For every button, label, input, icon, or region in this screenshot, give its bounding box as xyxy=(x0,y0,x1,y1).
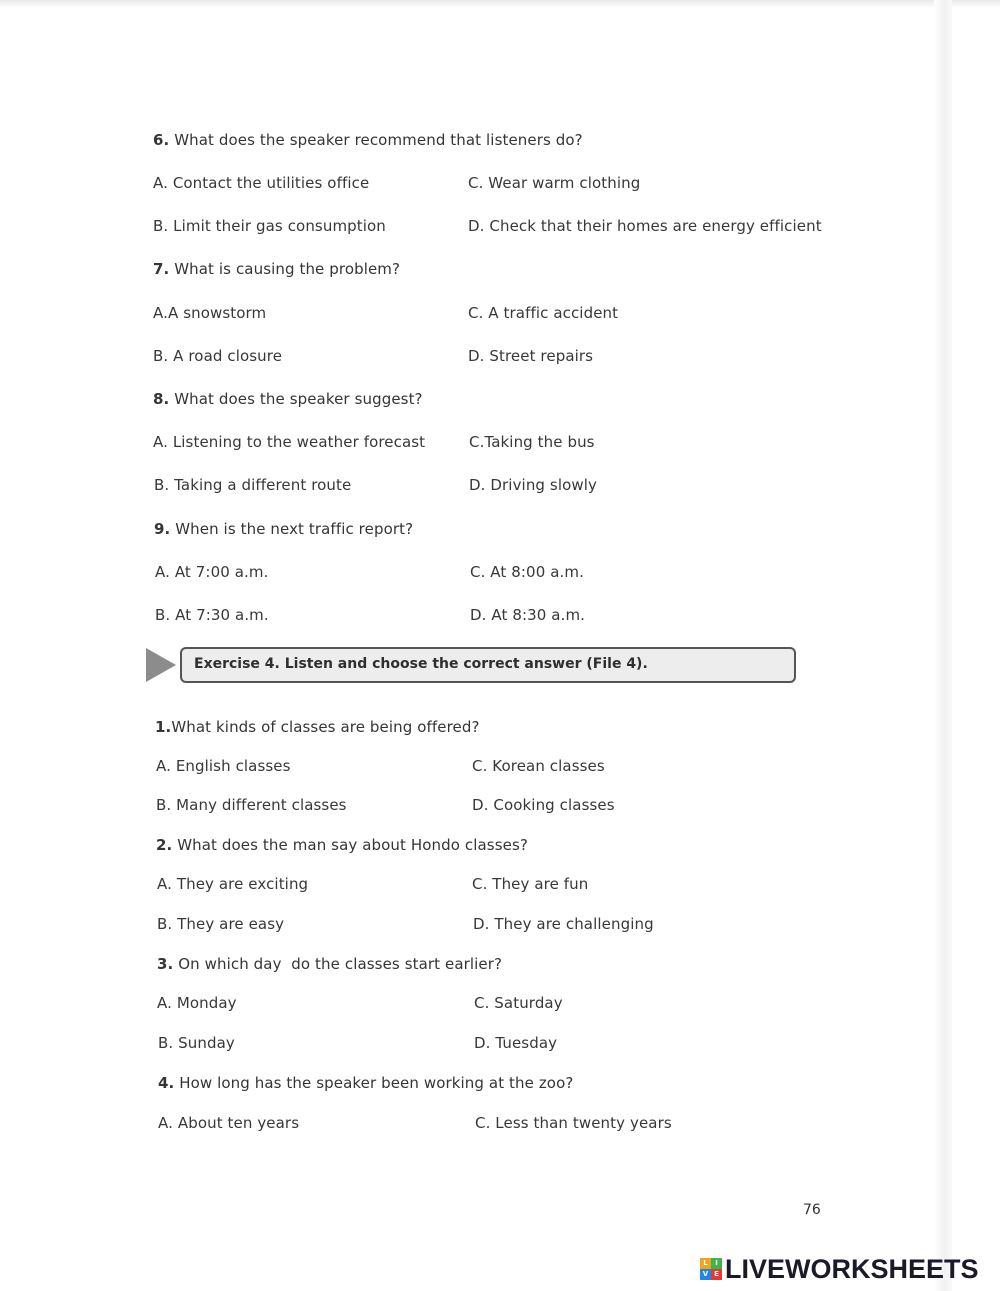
option-3b: B. Sunday xyxy=(158,1034,235,1052)
logo-letter: E xyxy=(711,1269,722,1280)
option-6c: C. Wear warm clothing xyxy=(468,174,641,192)
logo-letter: L xyxy=(700,1258,711,1269)
option-1d: D. Cooking classes xyxy=(472,796,615,814)
option-7b: B. A road closure xyxy=(153,347,283,365)
option-1a: A. English classes xyxy=(156,757,291,775)
scan-edge-top xyxy=(0,0,1000,8)
option-1b: B. Many different classes xyxy=(156,796,347,814)
option-6a: A. Contact the utilities office xyxy=(153,174,370,192)
question-number: 9. xyxy=(154,520,171,538)
question-2 xyxy=(156,835,528,855)
question-1 xyxy=(155,717,480,737)
option-6d: D. Check that their homes are energy efficient xyxy=(468,217,822,235)
scan-edge-right xyxy=(934,0,952,1291)
liveworksheets-logo-icon xyxy=(700,1258,722,1280)
question-text: When is the next traffic report? xyxy=(175,520,414,538)
question-number: 3. xyxy=(157,955,174,973)
exercise-4-title: Exercise 4. Listen and choose the correct answer (File 4). xyxy=(194,656,648,672)
option-8d: D. Driving slowly xyxy=(469,476,597,494)
question-7 xyxy=(153,259,400,279)
question-text: How long has the speaker been working at the zoo? xyxy=(179,1074,574,1092)
exercise-4-banner xyxy=(180,647,796,683)
option-2c: C. They are fun xyxy=(472,875,589,893)
question-number: 6. xyxy=(153,131,170,149)
question-9 xyxy=(154,519,413,539)
option-9b: B. At 7:30 a.m. xyxy=(155,606,269,624)
page-number: 76 xyxy=(803,1202,821,1218)
question-number: 4. xyxy=(158,1074,175,1092)
question-3 xyxy=(157,954,502,974)
question-4 xyxy=(158,1073,573,1093)
question-8 xyxy=(153,389,423,409)
question-text: What kinds of classes are being offered? xyxy=(171,718,480,736)
option-9d: D. At 8:30 a.m. xyxy=(470,606,586,624)
option-8b: B. Taking a different route xyxy=(154,476,352,494)
option-8a: A. Listening to the weather forecast xyxy=(153,433,426,451)
question-6 xyxy=(153,130,583,150)
option-6b: B. Limit their gas consumption xyxy=(153,217,386,235)
logo-letter: I xyxy=(711,1258,722,1269)
option-9a: A. At 7:00 a.m. xyxy=(155,563,269,581)
option-4c: C. Less than twenty years xyxy=(475,1114,672,1132)
option-7c: C. A traffic accident xyxy=(468,304,619,322)
brand-name: LIVEWORKSHEETS xyxy=(725,1253,979,1284)
question-number: 8. xyxy=(153,390,170,408)
question-number: 1. xyxy=(155,718,172,736)
question-text: What does the man say about Hondo classes? xyxy=(177,836,528,854)
question-text: On which day do the classes start earlier? xyxy=(178,955,503,973)
logo-letter: V xyxy=(700,1269,711,1280)
liveworksheets-brand[interactable] xyxy=(700,1254,979,1284)
option-8c: C.Taking the bus xyxy=(469,433,595,451)
question-number: 2. xyxy=(156,836,173,854)
option-7d: D. Street repairs xyxy=(468,347,594,365)
option-3a: A. Monday xyxy=(157,994,237,1012)
option-4a: A. About ten years xyxy=(158,1114,300,1132)
question-text: What does the speaker suggest? xyxy=(174,390,423,408)
question-text: What is causing the problem? xyxy=(174,260,401,278)
option-2a: A. They are exciting xyxy=(157,875,309,893)
play-icon xyxy=(146,648,176,682)
option-1c: C. Korean classes xyxy=(472,757,605,775)
option-3c: C. Saturday xyxy=(474,994,563,1012)
option-3d: D. Tuesday xyxy=(474,1034,558,1052)
option-2b: B. They are easy xyxy=(157,915,285,933)
question-number: 7. xyxy=(153,260,170,278)
option-9c: C. At 8:00 a.m. xyxy=(470,563,584,581)
option-7a: A.A snowstorm xyxy=(153,304,267,322)
question-text: What does the speaker recommend that listeners do? xyxy=(174,131,583,149)
option-2d: D. They are challenging xyxy=(473,915,654,933)
